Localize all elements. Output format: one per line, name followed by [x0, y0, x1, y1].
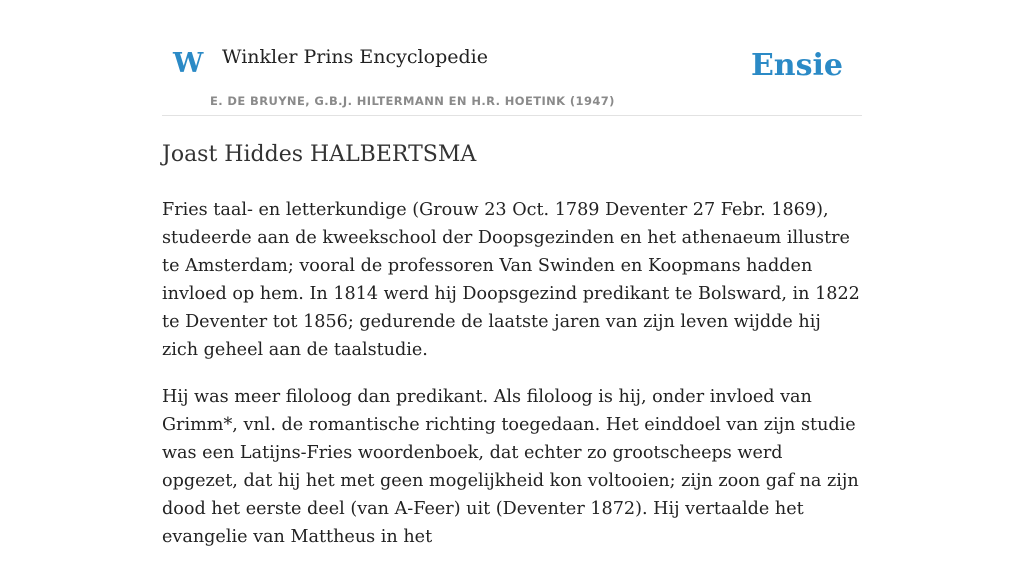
site-header — [162, 0, 862, 116]
entry-title: Joast Hiddes HALBERTSMA — [162, 142, 477, 167]
entry-content — [162, 138, 862, 570]
book-title[interactable]: Winkler Prins Encyclopedie — [222, 46, 488, 68]
winkler-prins-logo[interactable]: W — [173, 48, 204, 79]
book-authors: E. DE BRUYNE, G.B.J. HILTERMANN EN H.R. HOETINK (1947) — [210, 94, 615, 108]
entry-paragraph: Fries taal- en letterkundige (Grouw 23 Oct. 1789 Deventer 27 Febr. 1869), studeerde aan de kweekschool der Doopsgezinden en het athenaeum illustre te Amsterdam; vooral de professoren Van Swinden en Koopmans hadden invloed op hem. In 1814 werd hij Doopsgezind predikant te Bolsward, in 1822 te Deventer tot 1856; gedurende de laatste jaren van zijn leven wijdde hij zich geheel aan de taalstudie. — [162, 200, 860, 360]
entry-paragraph: Hij was meer filoloog dan predikant. Als filoloog is hij, onder invloed van Grimm*, vnl. de romantische richting toegedaan. Het einddoel van zijn studie was een Latijns-Fries woordenboek, dat echter zo grootscheeps werd opgezet, dat hij het met geen mogelijkheid kon voltooien; zijn zoon gaf na zijn dood het eerste deel (van A-Feer) uit (Deventer 1872). Hij vertaalde het evangelie van Mattheus in het — [162, 387, 859, 547]
ensie-logo-link[interactable]: Ensie — [750, 48, 843, 83]
